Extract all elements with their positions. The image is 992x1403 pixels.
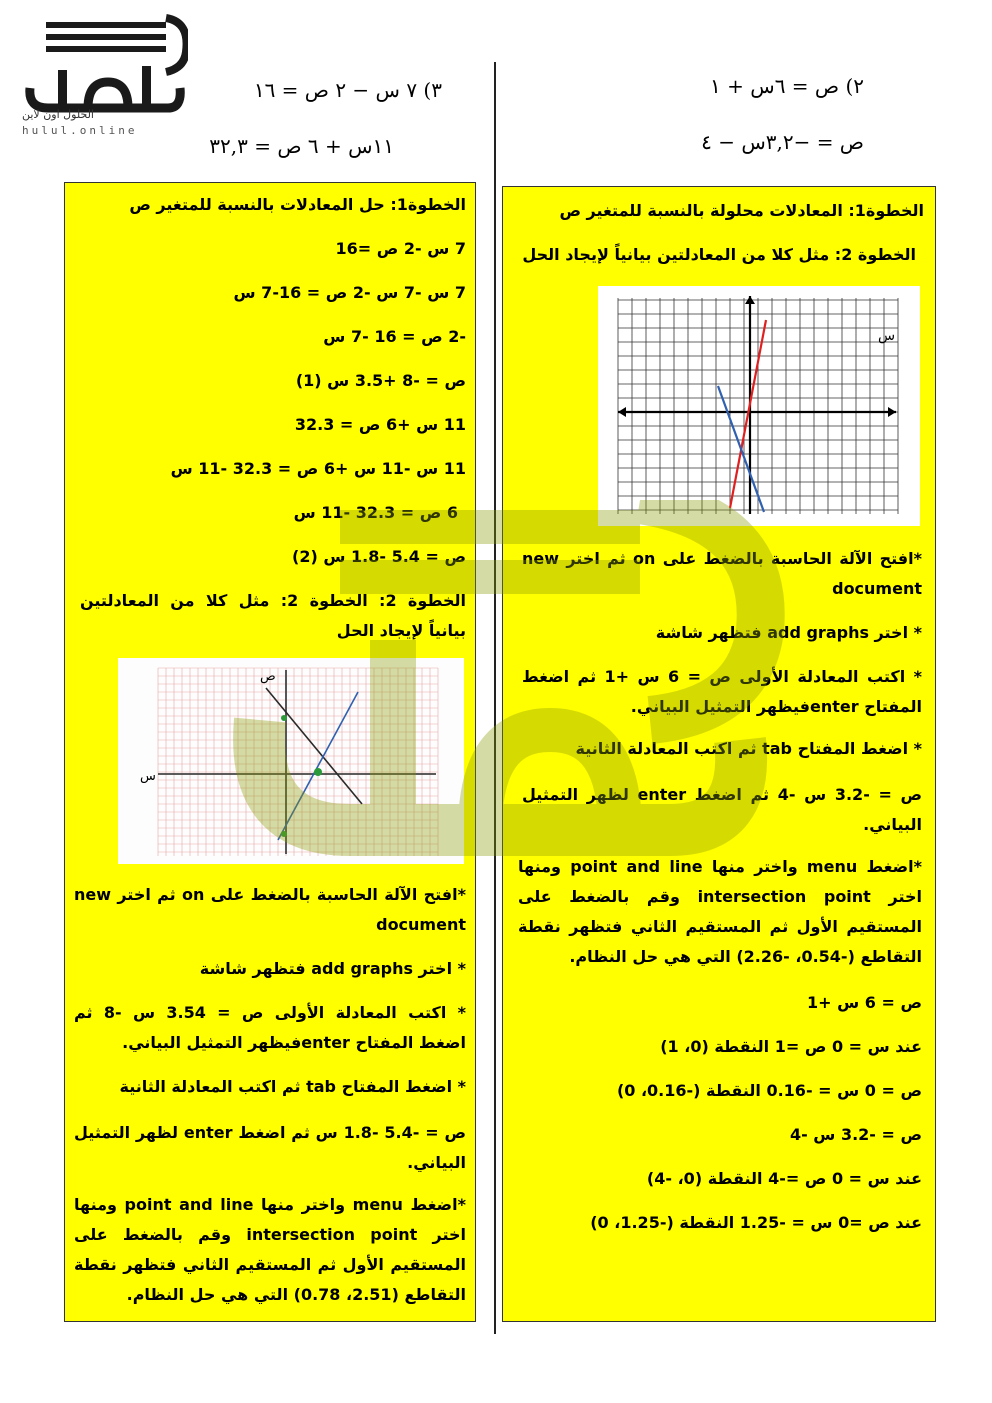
left-instruction-4: * اضغط المفتاح tab ثم اكتب المعادلة الثانية: [119, 1077, 466, 1096]
right-graph: [598, 286, 920, 526]
left-graph-y-label: ص: [260, 669, 276, 684]
logo-url: hulul.online: [22, 124, 138, 137]
left-instruction-6: *اضغط menu واختر منها point and line ومنها اختر intersection point وقم بالضغط على المستقيم الأول ثم المستقيم الثاني فتظهر نقطة التقاطع (2.51، 0.78) التي هي حل النظام.: [74, 1195, 466, 1304]
left-line-4: ص = -8 +3.5 س (1): [295, 371, 466, 390]
left-line-5: 11 س +6 ص = 32.3: [294, 415, 466, 434]
left-graph: [118, 658, 464, 864]
right-result-6: عند ص =0 س = -1.25 النقطة (-1.25، 0): [590, 1213, 922, 1232]
left-instruction-1: *افتح الآلة الحاسبة بالضغط على on ثم اختر new document: [74, 885, 467, 934]
right-result-4: ص = -3.2 س -4: [789, 1125, 922, 1144]
right-instruction-5: ص = -3.2 س -4 ثم اضغط enter لظهر التمثيل البياني.: [522, 785, 923, 834]
logo-subtitle: الحلول اون لاين: [22, 108, 94, 121]
left-instruction-2: * اختر add graphs فتظهر شاشة: [199, 959, 466, 978]
right-result-5: عند س = 0 ص =-4 النقطة (0، -4): [646, 1169, 922, 1188]
problem-2-equation-2: ص = −٣,٢س − ٤: [701, 130, 864, 154]
problem-3-equation-1: ٣) ٧ س − ٢ ص = ١٦: [253, 78, 442, 102]
left-graph-x-label: س: [140, 769, 156, 784]
right-instruction-1: *افتح الآلة الحاسبة بالضغط على on ثم اختر new document: [522, 549, 923, 598]
right-result-3: ص = 0 س = -0.16 النقطة (-0.16، 0): [616, 1081, 922, 1100]
problem-3-equation-2: ١١س + ٦ ص = ٣٢,٣: [209, 134, 394, 158]
left-line-8: ص = 5.4 -1.8 س (2): [292, 547, 466, 566]
left-line-3: -2 ص = 16 -7 س: [323, 327, 466, 346]
left-step2: الخطوة 2: الخطوة 2: مثل كلا من المعادلتين بيانياً لإيجاد الحل: [80, 591, 467, 640]
left-instruction-3: * اكتب المعادلة الأولى ص = 3.54 س -8 ثم اضغط المفتاح enterفيظهر التمثيل البياني.: [74, 1003, 467, 1052]
left-instruction-5: ص = -5.4 -1.8 س ثم اضغط enter لظهر التمثيل البياني.: [74, 1123, 467, 1172]
right-instruction-6: *اضغط menu واختر منها point and line ومنها اختر intersection point وقم بالضغط على المستقيم الأول ثم المستقيم الثاني فتظهر نقطة التقاطع (-0.54، -2.26) التي هي حل النظام.: [518, 857, 923, 966]
right-result-1: ص = 6 س +1: [807, 993, 922, 1012]
problem-2-equation-1: ٢) ص = ٦س + ١: [710, 74, 864, 98]
left-line-7: 6 ص = 32.3 -11 س: [293, 503, 458, 522]
right-graph-axis-label: س: [878, 328, 896, 344]
column-divider: [494, 62, 496, 1334]
left-line-1: 7 س -2 ص =16: [335, 239, 466, 258]
right-instruction-4: * اضغط المفتاح tab ثم اكتب المعادلة الثانية: [575, 739, 922, 758]
right-instruction-3: * اكتب المعادلة الأولى ص = 6 س +1 ثم اضغط المفتاح enterفيظهر التمثيل البياني.: [522, 667, 922, 716]
left-step1: الخطوة1: حل المعادلات بالنسبة للمتغير ص: [129, 195, 466, 214]
right-instruction-2: * اختر add graphs فتظهر شاشة: [655, 623, 922, 642]
right-step1: الخطوة1: المعادلات محلولة بالنسبة للمتغير ص: [559, 201, 924, 220]
left-line-2: 7 س -7 س -2 ص = 16-7 س: [233, 283, 466, 302]
left-line-6: 11 س -11 س +6 ص = 32.3 -11 س: [170, 459, 466, 478]
right-result-2: عند س = 0 ص =1 النقطة (0، 1): [660, 1037, 922, 1056]
right-step2: الخطوة 2: مثل كلا من المعادلتين بيانياً لإيجاد الحل: [522, 245, 916, 264]
